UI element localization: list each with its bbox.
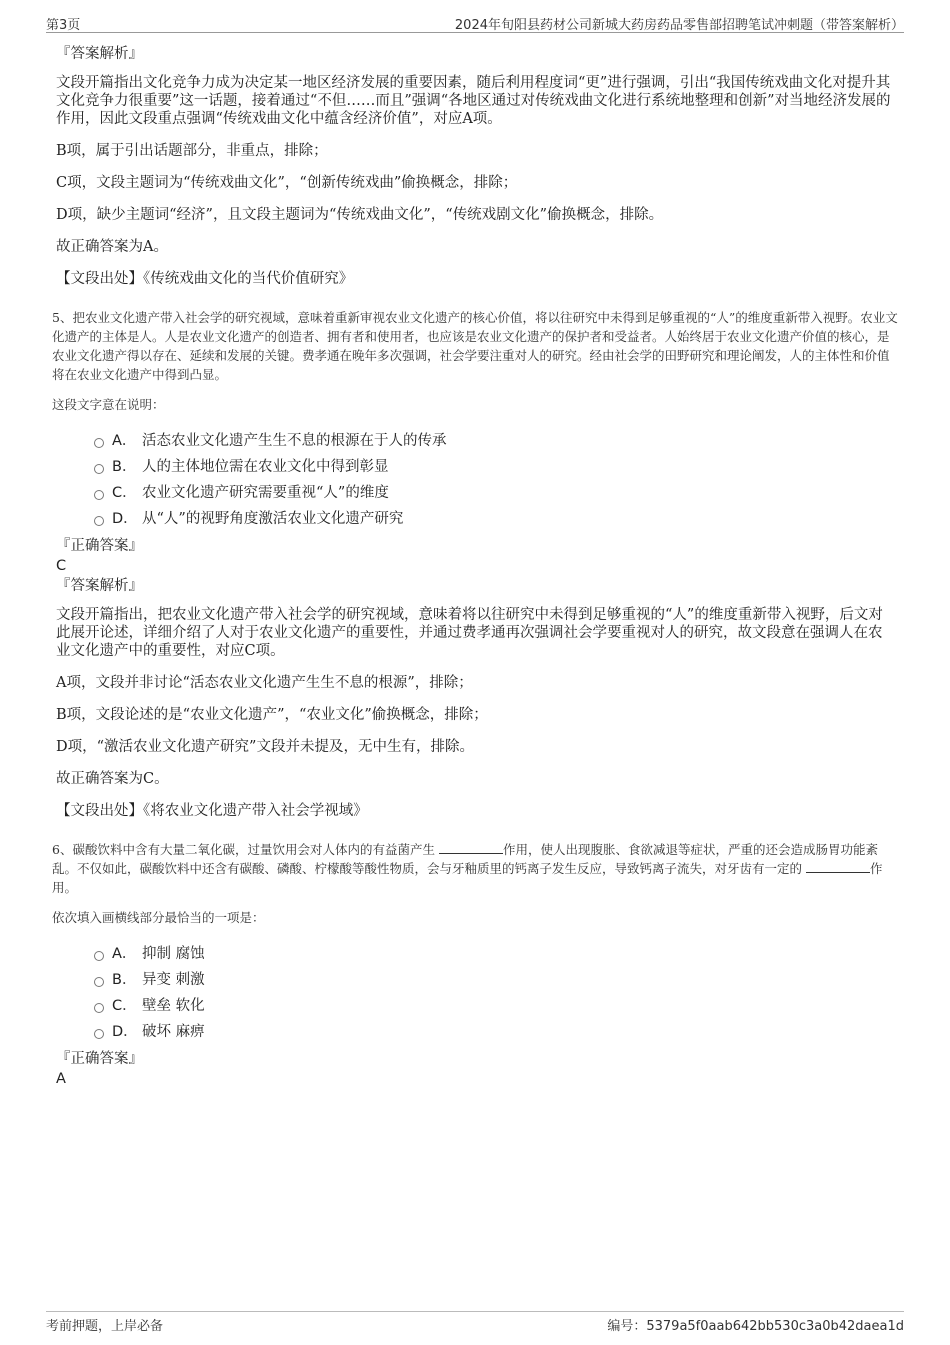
- option-letter: B．: [112, 459, 137, 475]
- option-letter: A．: [112, 946, 137, 962]
- analysis-option-b: B项，属于引出话题部分，非重点，排除；: [56, 143, 328, 159]
- option-c[interactable]: [94, 480, 896, 506]
- fill-blank-1: [439, 841, 503, 854]
- analysis-option-d: D项，缺少主题词“经济”，且文段主题词为“传统戏曲文化”，“传统戏剧文化”偷换概念，排除。: [56, 207, 664, 223]
- radio-icon[interactable]: [94, 464, 104, 474]
- question-6-options: [94, 941, 896, 1045]
- radio-icon[interactable]: [94, 977, 104, 987]
- option-letter: D．: [112, 1024, 138, 1040]
- page-number: 第3页: [46, 18, 81, 33]
- option-a[interactable]: [94, 428, 896, 454]
- page-content: [52, 44, 898, 1089]
- fill-blank-2: [806, 860, 870, 873]
- option-text: 农业文化遗产研究需要重视“人”的维度: [142, 485, 389, 501]
- radio-icon[interactable]: [94, 1029, 104, 1039]
- option-a[interactable]: [94, 941, 896, 967]
- page-header: [46, 14, 904, 33]
- answer-label: 『正确答案』: [56, 538, 143, 554]
- option-text: 活态农业文化遗产生生不息的根源在于人的传承: [142, 433, 447, 449]
- question-6-part-1: 6、碳酸饮料中含有大量二氧化碳，过量饮用会对人体内的有益菌产生: [52, 842, 439, 857]
- analysis-label: 『答案解析』: [56, 578, 143, 594]
- question-5-prompt: 这段文字意在说明：: [52, 397, 165, 412]
- analysis-option-d: D项，“激活农业文化遗产研究”文段并未提及，无中生有，排除。: [56, 739, 474, 755]
- passage-source: 【文段出处】《传统戏曲文化的当代价值研究》: [56, 271, 354, 287]
- question-6-part-2: 作用，使人出现腹胀、食欲减退等症状，严重的还会造成肠胃功能紊乱。不仅如此，碳酸饮料中还含有碳酸、磷酸、柠檬酸等酸性物质，会与牙釉质里的钙离子发生反应，导致钙离子流失，对牙齿有一定的: [52, 842, 878, 876]
- option-text: 人的主体地位需在农业文化中得到彰显: [142, 459, 389, 475]
- option-b[interactable]: [94, 967, 896, 993]
- option-d[interactable]: [94, 1019, 896, 1045]
- correct-answer: A: [56, 1071, 66, 1087]
- analysis-text: 文段开篇指出文化竞争力成为决定某一地区经济发展的重要因素，随后利用程度词“更”进行强调，引出“我国传统戏曲文化对提升其文化竞争力很重要”这一话题，接着通过“不但……而且”强调“各地区通过对传统戏曲文化进行系统地整理和创新”对当地经济发展的作用，因此文段重点强调“传统戏曲文化中蕴含经济价值”，对应A项。: [56, 75, 891, 127]
- option-text: 破坏 麻痹: [142, 1024, 205, 1040]
- option-text: 壁垒 软化: [142, 998, 205, 1014]
- radio-icon[interactable]: [94, 516, 104, 526]
- option-text: 抑制 腐蚀: [142, 946, 205, 962]
- correct-answer: C: [56, 558, 67, 574]
- radio-icon[interactable]: [94, 438, 104, 448]
- analysis-option-c: C项，文段主题词为“传统戏曲文化”，“创新传统戏曲”偷换概念，排除；: [56, 175, 518, 191]
- radio-icon[interactable]: [94, 1003, 104, 1013]
- option-letter: A．: [112, 433, 137, 449]
- question-6-part-3: 作用。: [52, 861, 883, 895]
- option-text: 异变 刺激: [142, 972, 205, 988]
- analysis-conclusion: 故正确答案为A。: [56, 239, 168, 255]
- analysis-option-a: A项，文段并非讨论“活态农业文化遗产生生不息的根源”，排除；: [56, 675, 473, 691]
- analysis-conclusion: 故正确答案为C。: [56, 771, 169, 787]
- option-letter: C．: [112, 485, 137, 501]
- option-letter: D．: [112, 511, 138, 527]
- option-text: 从“人”的视野角度激活农业文化遗产研究: [142, 511, 404, 527]
- question-5-text: 5、把农业文化遗产带入社会学的研究视域，意味着重新审视农业文化遗产的核心价值，将以往研究中未得到足够重视的“人”的维度重新带入视野。农业文化遗产的主体是人。人是农业文化遗产的创造者、拥有者和使用者，也应该是农业文化遗产的保护者和受益者。人始终居于农业文化遗产价值的核心，是农业文化遗产得以存在、延续和发展的关键。费孝通在晚年多次强调，社会学要注重对人的研究。经由社会学的田野研究和理论阐发，人的主体性和价值将在农业文化遗产中得到凸显。: [52, 310, 898, 382]
- analysis-option-b: B项，文段论述的是“农业文化遗产”，“农业文化”偷换概念，排除；: [56, 707, 488, 723]
- question-6-prompt: 依次填入画横线部分最恰当的一项是：: [52, 910, 265, 925]
- document-code: 编号：5379a5f0aab642bb530c3a0b42daea1d: [607, 1319, 904, 1334]
- radio-icon[interactable]: [94, 951, 104, 961]
- option-d[interactable]: [94, 506, 896, 532]
- analysis-text: 文段开篇指出，把农业文化遗产带入社会学的研究视域，意味着将以往研究中未得到足够重视的“人”的维度重新带入视野，后文对此展开论述，详细介绍了人对于农业文化遗产的重要性，并通过费孝通再次强调社会学要重视对人的研究，故文段意在强调人在农业文化遗产中的重要性，对应C项。: [56, 607, 883, 659]
- option-letter: B．: [112, 972, 137, 988]
- document-title: 2024年旬阳县药材公司新城大药房药品零售部招聘笔试冲刺题（带答案解析）: [454, 18, 904, 33]
- option-c[interactable]: [94, 993, 896, 1019]
- option-letter: C．: [112, 998, 137, 1014]
- radio-icon[interactable]: [94, 490, 104, 500]
- option-b[interactable]: [94, 454, 896, 480]
- footer-slogan: 考前押题，上岸必备: [46, 1319, 164, 1334]
- answer-label: 『正确答案』: [56, 1051, 143, 1067]
- page-footer: [46, 1311, 904, 1332]
- passage-source: 【文段出处】《将农业文化遗产带入社会学视域》: [56, 803, 368, 819]
- question-6-text: [52, 840, 898, 897]
- analysis-label: 『答案解析』: [56, 46, 143, 62]
- question-5-options: [94, 428, 896, 532]
